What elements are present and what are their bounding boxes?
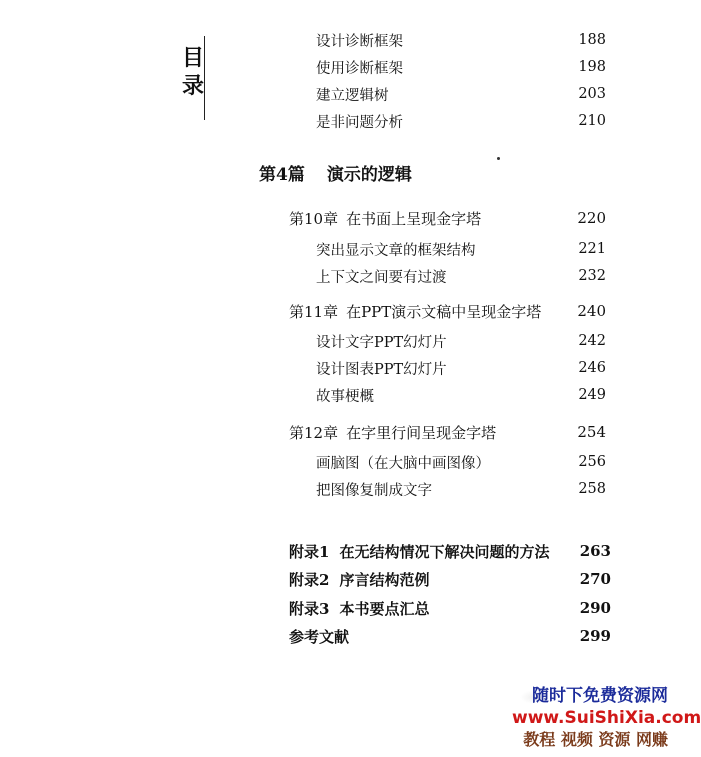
chapter-entry[interactable] xyxy=(289,207,606,229)
section-page: 242 xyxy=(578,333,606,349)
chapter-entry[interactable] xyxy=(289,300,606,322)
watermark[interactable] xyxy=(512,685,701,751)
section-title: 把图像复制成文字 xyxy=(316,482,432,499)
toc-side-title: 目录 xyxy=(182,45,205,99)
section-title: 设计文字PPT幻灯片 xyxy=(316,334,447,351)
watermark-url[interactable]: www.SuiShiXia.com xyxy=(512,708,701,728)
section-entry[interactable] xyxy=(316,238,606,260)
appendix-label: 附录1 xyxy=(289,542,330,561)
section-entry[interactable] xyxy=(316,357,606,379)
chapter-title: 在字里行间呈现金字塔 xyxy=(346,423,497,442)
appendix-entry[interactable] xyxy=(289,568,611,590)
chapter-label: 第12章 xyxy=(289,423,339,442)
appendix-page: 263 xyxy=(579,542,611,560)
toc-entry-page: 203 xyxy=(578,86,606,102)
section-title: 突出显示文章的框架结构 xyxy=(316,242,476,259)
watermark-tagline: 教程 视频 资源 网赚 xyxy=(523,730,668,749)
references-label: 参考文献 xyxy=(289,627,350,646)
toc-entry[interactable] xyxy=(316,110,606,132)
references-page: 299 xyxy=(579,627,611,645)
references-entry[interactable] xyxy=(289,625,611,647)
appendix-page: 270 xyxy=(579,570,611,588)
section-entry[interactable] xyxy=(316,384,606,406)
speck-mark xyxy=(497,157,500,160)
part-title: 演示的逻辑 xyxy=(326,165,412,185)
section-page: 232 xyxy=(578,268,606,284)
toc-entry-page: 198 xyxy=(578,59,606,75)
section-title: 画脑图（在大脑中画图像） xyxy=(316,455,490,472)
chapter-entry[interactable] xyxy=(289,421,606,443)
chapter-page: 254 xyxy=(577,423,606,441)
section-title: 故事梗概 xyxy=(316,388,374,405)
section-entry[interactable] xyxy=(316,265,606,287)
toc-entry-title: 使用诊断框架 xyxy=(316,60,403,77)
section-page: 258 xyxy=(578,481,606,497)
part-heading[interactable] xyxy=(259,160,412,185)
section-entry[interactable] xyxy=(316,330,606,352)
toc-entry-title: 是非问题分析 xyxy=(316,114,403,131)
section-page: 246 xyxy=(578,360,606,376)
appendix-title: 本书要点汇总 xyxy=(339,599,430,618)
appendix-page: 290 xyxy=(579,599,611,617)
appendix-title: 在无结构情况下解决问题的方法 xyxy=(339,542,550,561)
toc-entry-page: 188 xyxy=(578,32,606,48)
toc-entry-page: 210 xyxy=(578,113,606,129)
chapter-page: 220 xyxy=(577,209,606,227)
section-title: 上下文之间要有过渡 xyxy=(316,269,447,286)
section-title: 设计图表PPT幻灯片 xyxy=(316,361,447,378)
toc-entry-title: 建立逻辑树 xyxy=(316,87,389,104)
chapter-label: 第10章 xyxy=(289,209,339,228)
toc-entry[interactable] xyxy=(316,83,606,105)
section-entry[interactable] xyxy=(316,478,606,500)
toc-entry[interactable] xyxy=(316,56,606,78)
section-page: 221 xyxy=(578,241,606,257)
section-page: 249 xyxy=(578,387,606,403)
chapter-title: 在书面上呈现金字塔 xyxy=(346,209,482,228)
toc-entry-title: 设计诊断框架 xyxy=(316,33,403,50)
appendix-label: 附录3 xyxy=(289,599,330,618)
appendix-entry[interactable] xyxy=(289,597,611,619)
toc-entry[interactable] xyxy=(316,29,606,51)
appendix-title: 序言结构范例 xyxy=(339,570,430,589)
chapter-page: 240 xyxy=(577,302,606,320)
section-page: 256 xyxy=(578,454,606,470)
watermark-site-name: 随时下免费资源网 xyxy=(532,686,668,706)
chapter-title: 在PPT演示文稿中呈现金字塔 xyxy=(346,302,542,321)
appendix-label: 附录2 xyxy=(289,570,330,589)
part-label: 第4篇 xyxy=(259,165,305,185)
chapter-label: 第11章 xyxy=(289,302,339,321)
section-entry[interactable] xyxy=(316,451,606,473)
appendix-entry[interactable] xyxy=(289,540,611,562)
side-divider xyxy=(204,36,205,120)
